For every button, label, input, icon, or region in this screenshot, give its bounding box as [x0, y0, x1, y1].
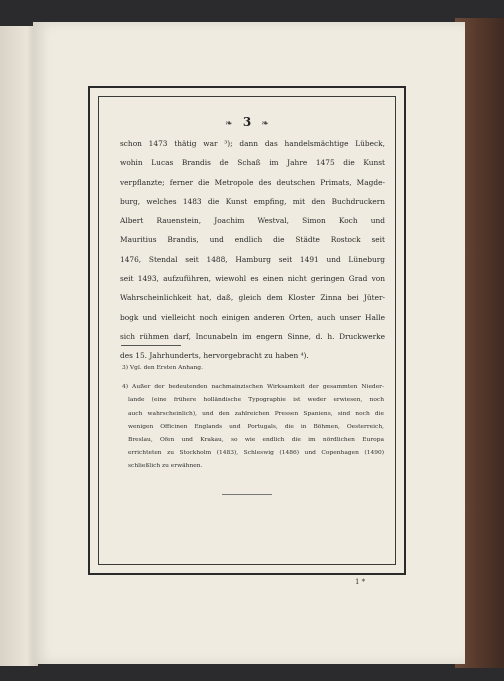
footnote-4-line: auch wahrscheinlich), und den zahlreichen Pressen Spaniens, sind noch die [128, 410, 384, 417]
text-line: sich rühmen darf, Incunabeln im engern Sinne, d. h. Druckwerke [120, 331, 385, 341]
main-text [120, 134, 385, 366]
ornament-left-icon: ❧ [225, 119, 233, 129]
ornament-right-icon: ❧ [261, 119, 269, 129]
text-line: wohin Lucas Brandis de Schaß im Jahre 1475 die Kunst [120, 158, 385, 168]
footnote-4-line: lande (eine frühere holländische Typographie ist weder erwiesen, noch [128, 397, 384, 404]
footnote-4-line: 4) Außer der bedeutenden nachmainzischen Wirksamkeit der gesammten Nieder- [122, 384, 384, 391]
end-divider [222, 494, 272, 495]
page-number: 3 [242, 115, 252, 129]
footnote-4-line: errichteten zu Stockholm (1483), Schleswig (1486) und Copenhagen (1490) [128, 450, 384, 457]
text-line: 1476, Stendal seit 1488, Hamburg seit 1491 und Lüneburg [120, 254, 385, 264]
footnote-4-line: schließlich zu erwähnen. [128, 463, 203, 470]
signature-mark: 1 * [355, 578, 366, 586]
text-line: Wahrscheinlichkeit hat, daß, gleich dem Kloster Zinna bei Jüter- [120, 293, 385, 303]
text-line: Albert Rauenstein, Joachim Westval, Simon Koch und [120, 216, 385, 226]
text-line: Mauritius Brandis, und endlich die Städte Rostock seit [120, 235, 385, 245]
text-line: verpflanzte; ferner die Metropole des deutschen Primats, Magde- [120, 177, 385, 187]
text-line: seit 1493, aufzuführen, wiewohl es einen nicht geringen Grad von [120, 274, 385, 284]
footnote-3: 3) Vgl. den Ersten Anhang. [122, 365, 203, 371]
text-line: des 15. Jahrhunderts, hervorgebracht zu haben ⁴). [120, 351, 309, 361]
text-line: burg, welches 1483 die Kunst empfing, mit den Buchdruckern [120, 196, 385, 206]
page-header [98, 115, 396, 129]
footnote-divider [121, 345, 181, 346]
footnote-4-line: wenigen Officinen Englands und Portugals, die in Böhmen, Oesterreich, [128, 423, 384, 430]
footnotes [122, 362, 384, 474]
text-line: schon 1473 thätig war ³); dann das handelsmächtige Lübeck, [120, 139, 385, 148]
footnote-4-line: Breslau, Ofen und Krakau, so wie endlich die im nördlichen Europa [128, 437, 384, 444]
text-line: bogk und vielleicht noch einigen anderen Orten, auch unser Halle [120, 312, 385, 322]
